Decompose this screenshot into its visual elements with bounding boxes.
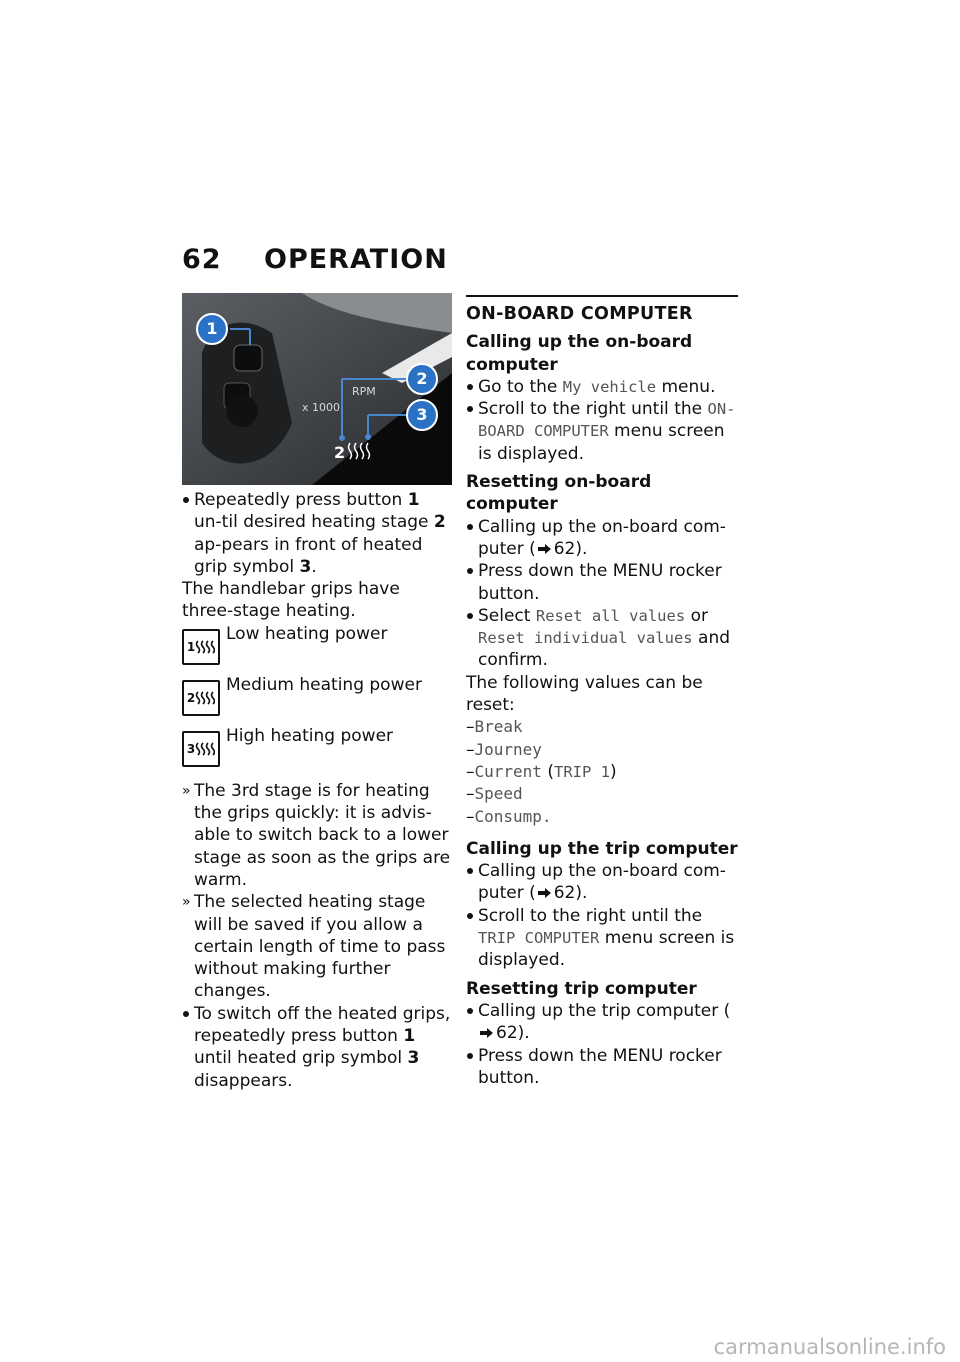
reset-value-item: –Current (TRIP 1) bbox=[466, 761, 617, 782]
subheading-resetting: Resetting on-board computer bbox=[466, 472, 652, 515]
callout-1: 1 bbox=[196, 313, 228, 345]
subheading-calling-up: Calling up the on-board computer bbox=[466, 332, 693, 375]
reset-value-item: –Journey bbox=[466, 739, 542, 760]
section-divider bbox=[466, 295, 738, 297]
step-scroll-onboard: Scroll to the right until the ON-BOARD COMPUTER menu screen is displayed. bbox=[466, 398, 738, 465]
step-go-to-menu: Go to the My vehicle menu. bbox=[466, 376, 738, 398]
stage-label: Medium heating power bbox=[226, 674, 422, 695]
section-title: ON-BOARD COMPUTER bbox=[466, 304, 693, 324]
heating-stage-high bbox=[182, 725, 452, 776]
stage-label: High heating power bbox=[226, 725, 394, 746]
step-call-onboard-trip: Calling up the on-board com-puter ( 62). bbox=[466, 860, 738, 905]
subheading-trip-reset: Resetting trip computer bbox=[466, 978, 697, 999]
step-call-onboard: Calling up the on-board com-puter ( 62). bbox=[466, 516, 738, 561]
heated-grip-stage-1-icon: 1 bbox=[182, 629, 220, 665]
left-column bbox=[182, 293, 452, 1092]
reset-value-item: –Break bbox=[466, 717, 523, 738]
heated-grip-stage-3-icon: 3 bbox=[182, 731, 220, 767]
display-unit-label: x 1000 bbox=[302, 401, 341, 414]
watermark: carmanualsonline.info bbox=[713, 1335, 946, 1359]
page-reference-arrow-icon bbox=[480, 1028, 494, 1038]
step-call-trip: Calling up the trip computer (62). bbox=[466, 1000, 738, 1045]
callout-3: 3 bbox=[406, 399, 438, 431]
page-reference-arrow-icon bbox=[538, 888, 552, 898]
subheading-trip-calling: Calling up the trip computer bbox=[466, 838, 738, 859]
right-column bbox=[466, 293, 738, 1089]
reset-values-intro: The following values can be reset: bbox=[466, 672, 703, 716]
step-press-button: Repeatedly press button 1 un-til desired heating stage 2 ap-pears in front of heated grip symbol 3. bbox=[182, 489, 452, 578]
note-stage-saved: » The selected heating stage will be saved if you allow a certain length of time to pass without making further changes. bbox=[182, 891, 452, 1002]
heating-stage-medium bbox=[182, 674, 452, 725]
step-switch-off: To switch off the heated grips, repeatedly press button 1 until heated grip symbol 3 disappears. bbox=[182, 1003, 452, 1092]
page-title: OPERATION bbox=[264, 244, 448, 275]
step-select-reset: Select Reset all values or Reset individual values and confirm. bbox=[466, 605, 738, 672]
page-reference-arrow-icon bbox=[538, 544, 552, 554]
page-header bbox=[182, 244, 448, 275]
step-press-menu-trip: Press down the MENU rocker button. bbox=[466, 1045, 738, 1090]
step-press-menu: Press down the MENU rocker button. bbox=[466, 560, 738, 605]
page-number: 62 bbox=[182, 244, 222, 275]
reset-value-item: –Consump. bbox=[466, 806, 552, 827]
display-stage-number: 2 bbox=[334, 443, 346, 462]
callout-2: 2 bbox=[406, 363, 438, 395]
heating-stage-low bbox=[182, 623, 452, 674]
step-scroll-trip: Scroll to the right until the TRIP COMPUTER menu screen is displayed. bbox=[466, 905, 738, 972]
display-rpm-label: RPM bbox=[352, 385, 376, 398]
heated-grip-stage-2-icon: 2 bbox=[182, 680, 220, 716]
reset-value-item: –Speed bbox=[466, 784, 523, 805]
handlebar-switch-photo bbox=[182, 293, 452, 485]
note-third-stage: » The 3rd stage is for heating the grips quickly: it is advis-able to switch back to a lower stage as soon as the grips are warm. bbox=[182, 780, 452, 891]
heating-intro: The handlebar grips have three-stage heating. bbox=[182, 579, 400, 622]
stage-label: Low heating power bbox=[226, 623, 388, 644]
